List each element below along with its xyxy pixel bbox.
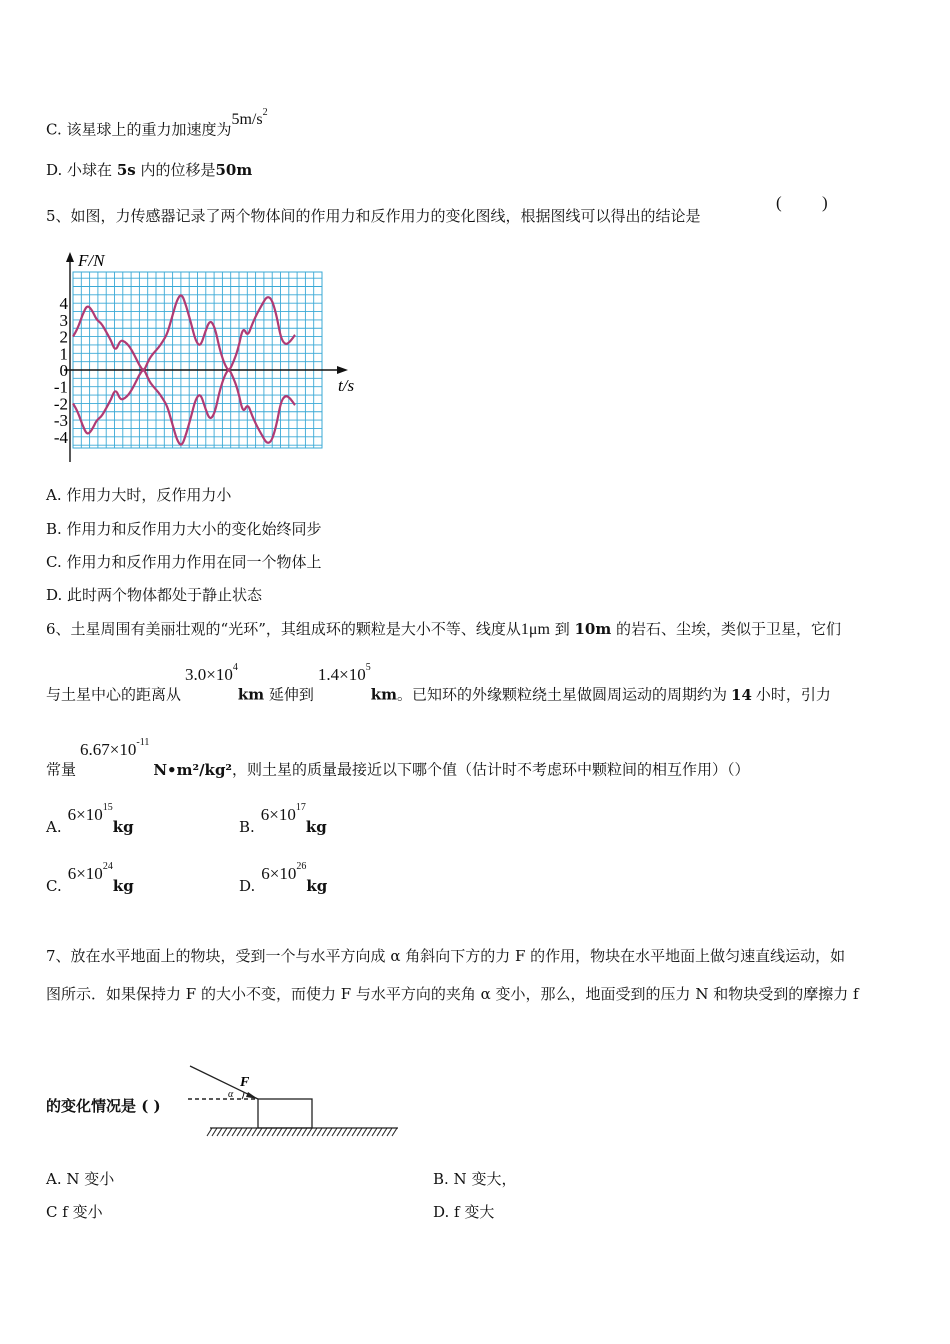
q5-stem: 5、如图，力传感器记录了两个物体间的作用力和反作用力的变化图线，根据图线可以得出的结论是 xyxy=(46,207,701,225)
ground-hatch-line xyxy=(377,1128,382,1136)
y-tick-label: -3 xyxy=(53,411,68,431)
block xyxy=(258,1099,312,1128)
q7-option-c: C f 变小 xyxy=(46,1203,103,1221)
ground-hatch-line xyxy=(362,1128,367,1136)
block-force-figure xyxy=(184,1062,404,1144)
ground-hatch-line xyxy=(382,1128,387,1136)
ground-hatch-line xyxy=(367,1128,372,1136)
ground-hatch-line xyxy=(227,1128,232,1136)
ground-hatch-line xyxy=(277,1128,282,1136)
q6-radius-outer: $1.4\times 10^5$ xyxy=(317,662,371,684)
ground-hatch-line xyxy=(372,1128,377,1136)
ground-hatch-line xyxy=(262,1128,267,1136)
q6-option-b: $B.6\times 10^{17}kg$ xyxy=(239,802,327,836)
ground-hatch-line xyxy=(212,1128,217,1136)
y-tick-label: 4 xyxy=(59,294,68,314)
q5-option-a: A. 作用力大时，反作用力小 xyxy=(46,486,232,504)
y-tick-label: 3 xyxy=(59,310,68,330)
ground-hatch-line xyxy=(392,1128,397,1136)
angle-arc xyxy=(242,1092,244,1099)
y-tick-label: -4 xyxy=(53,427,68,447)
ground-hatch-line xyxy=(242,1128,247,1136)
y-tick-label: 2 xyxy=(59,327,68,347)
q4-option-c xyxy=(46,107,268,140)
ground-hatch-line xyxy=(272,1128,277,1136)
ground-hatching xyxy=(207,1128,397,1136)
ground-hatch-line xyxy=(307,1128,312,1136)
q7-line-1: 7、放在水平地面上的物块，受到一个与水平方向成 α 角斜向下方的力 F 的作用，物块在水平地面上做匀速直线运动，如 xyxy=(46,947,846,965)
ground-hatch-line xyxy=(317,1128,322,1136)
ground-hatch-line xyxy=(292,1128,297,1136)
ground-hatch-line xyxy=(322,1128,327,1136)
ground-hatch-line xyxy=(232,1128,237,1136)
q6-gravity-constant: $6.67\times 10^{-11}$ xyxy=(80,737,150,759)
y-tick-label: 0 xyxy=(59,361,68,380)
ground-hatch-line xyxy=(257,1128,262,1136)
ground-hatch-line xyxy=(347,1128,352,1136)
ground-hatch-line xyxy=(352,1128,357,1136)
ground-hatch-line xyxy=(267,1128,272,1136)
ground-hatch-line xyxy=(222,1128,227,1136)
q6-line-3: 常量$6.67\times 10^{-11}N•m^2$/kg²，则土星的质量最接近以下哪个值（估计时不考虑环中颗粒间的相互作用）（） xyxy=(46,737,750,779)
q4-option-d: D. 小球在 5s 内的位移是50m xyxy=(46,161,253,179)
q6-line-1: 6、土星周围有美丽壮观的“光环”，其组成环的颗粒是大小不等、线度从1μm 到 10m 的岩石、尘埃，类似于卫星，它们 xyxy=(46,620,842,638)
y-tick-label: -2 xyxy=(53,394,68,414)
q5-paren-open: ( xyxy=(776,193,782,212)
ground-hatch-line xyxy=(342,1128,347,1136)
ground-hatch-line xyxy=(247,1128,252,1136)
y-tick-label: -1 xyxy=(53,377,68,397)
chart-grid xyxy=(73,272,322,448)
ground-hatch-line xyxy=(337,1128,342,1136)
ground-hatch-line xyxy=(207,1128,212,1136)
q6-line-2: 与土星中心的距离从$3.0\times 10^4km$ 延伸到$1.4\times 10^5km$。已知环的外缘颗粒绕土星做圆周运动的周期约为 14 小时，引力 xyxy=(46,662,831,704)
force-label: F xyxy=(240,1075,250,1090)
ground-hatch-line xyxy=(312,1128,317,1136)
q7-option-d: D. f 变大 xyxy=(433,1203,495,1221)
alpha-label: α xyxy=(228,1089,234,1100)
q6-option-d: $D.6\times 10^{26}kg$ xyxy=(239,861,328,895)
q7-option-a: A. N 变小 xyxy=(46,1170,115,1188)
x-axis-arrow xyxy=(337,366,348,374)
chart-y-ticks xyxy=(54,294,69,447)
ground-hatch-line xyxy=(252,1128,257,1136)
ground-hatch-line xyxy=(327,1128,332,1136)
ground-hatch-line xyxy=(282,1128,287,1136)
q6-option-a: $A.6\times 10^{15}kg$ xyxy=(46,802,134,836)
force-arrow-head xyxy=(246,1092,258,1099)
ground-hatch-line xyxy=(357,1128,362,1136)
ground-hatch-line xyxy=(332,1128,337,1136)
q5-option-d: D. 此时两个物体都处于静止状态 xyxy=(46,586,263,604)
q5-option-c: C. 作用力和反作用力作用在同一个物体上 xyxy=(46,553,322,571)
force-time-chart xyxy=(40,248,360,468)
chart-x-label: t/s xyxy=(338,376,355,395)
ground-hatch-line xyxy=(302,1128,307,1136)
q7-line-2: 图所示．如果保持力 F 的大小不变，而使力 F 与水平方向的夹角 α 变小，那么，地面受到的压力 N 和物块受到的摩擦力 f xyxy=(46,985,859,1003)
ground-hatch-line xyxy=(297,1128,302,1136)
ground-hatch-line xyxy=(237,1128,242,1136)
ground-hatch-line xyxy=(287,1128,292,1136)
ground-hatch-line xyxy=(387,1128,392,1136)
q7-line-3: 的变化情况是 ( ) xyxy=(46,1097,161,1115)
q6-radius-inner: $3.0\times 10^4$ xyxy=(185,662,238,684)
q6-option-c: $C.6\times 10^{24}kg$ xyxy=(46,861,134,895)
y-tick-label: 1 xyxy=(59,344,68,364)
q5-option-b: B. 作用力和反作用力大小的变化始终同步 xyxy=(46,520,322,538)
q4-option-c-text: C. 该星球上的重力加速度为 xyxy=(46,120,232,139)
y-axis-arrow xyxy=(66,252,74,262)
chart-y-label: F/N xyxy=(78,251,105,270)
ground-hatch-line xyxy=(217,1128,222,1136)
q7-option-b: B. N 变大， xyxy=(433,1170,517,1188)
q4-option-c-value: $5m/s^2$ xyxy=(231,107,268,129)
q5-paren-close: ) xyxy=(822,193,828,212)
